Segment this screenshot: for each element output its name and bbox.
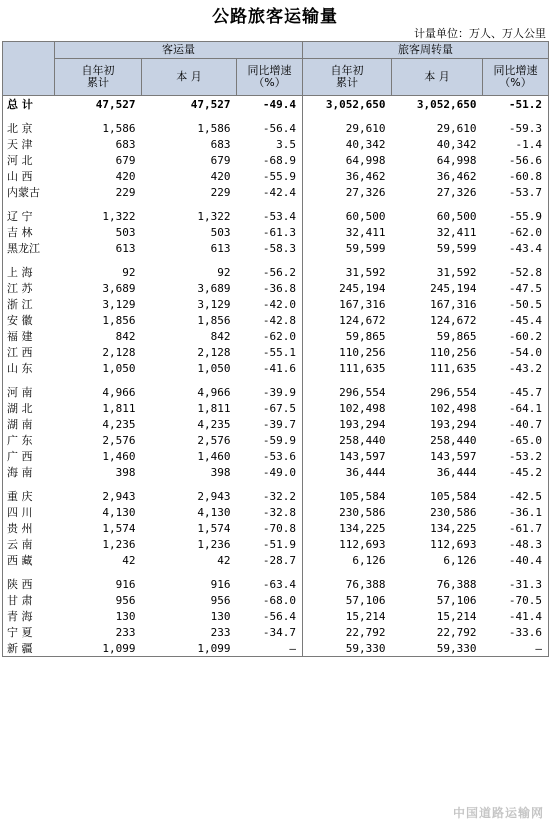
cell-value: 956	[210, 593, 231, 607]
cell-value: -54.0	[483, 344, 549, 360]
table-row	[3, 280, 549, 296]
cell-value: -53.4	[262, 209, 297, 223]
table-row	[3, 264, 549, 280]
cell-value: 193,294	[430, 417, 477, 431]
cell-value: -51.2	[483, 96, 549, 113]
region-name: 江 苏	[3, 280, 55, 296]
region-name: 江 西	[3, 344, 55, 360]
cell-value: 102,498	[430, 401, 477, 415]
cell-value: -36.1	[483, 504, 549, 520]
region-name: 黑龙江	[3, 240, 55, 256]
cell-value: 503	[115, 225, 136, 239]
cell-value: 32,411	[303, 224, 392, 240]
cell-value: -59.9	[262, 433, 297, 447]
cell-value: -41.6	[262, 361, 297, 375]
cell-value: 111,635	[303, 360, 392, 376]
cell-value: 92	[217, 265, 231, 279]
region-name: 总 计	[3, 96, 55, 113]
cell-value: 32,411	[436, 225, 477, 239]
cell-value: -60.2	[483, 328, 549, 344]
table-row	[3, 592, 549, 608]
region-name: 海 南	[3, 464, 55, 480]
col-header-ytd: 自年初 累计	[55, 59, 142, 96]
region-name: 上 海	[3, 264, 55, 280]
table-row	[3, 400, 549, 416]
cell-value: -42.0	[262, 297, 297, 311]
cell-value: 1,460	[102, 449, 136, 463]
region-name: 贵 州	[3, 520, 55, 536]
table-row	[3, 344, 549, 360]
cell-value: 4,966	[197, 385, 231, 399]
cell-value: -62.0	[483, 224, 549, 240]
cell-value: -62.0	[262, 329, 297, 343]
table-row	[3, 520, 549, 536]
cell-value: 47,527	[55, 96, 142, 113]
group-spacer	[3, 256, 549, 264]
cell-value: 59,865	[303, 328, 392, 344]
cell-value: 230,586	[430, 505, 477, 519]
table-row	[3, 416, 549, 432]
cell-value: 59,330	[392, 640, 483, 657]
cell-value: -45.4	[483, 312, 549, 328]
table-row	[3, 448, 549, 464]
cell-value: 1,586	[197, 121, 231, 135]
cell-value: 245,194	[303, 280, 392, 296]
cell-value: 31,592	[436, 265, 477, 279]
cell-value: 2,128	[102, 345, 136, 359]
cell-value: -39.9	[262, 385, 297, 399]
cell-value: 233	[210, 625, 231, 639]
cell-value: -50.5	[483, 296, 549, 312]
region-name: 宁 夏	[3, 624, 55, 640]
cell-value: 3,129	[197, 297, 231, 311]
cell-value: 60,500	[436, 209, 477, 223]
cell-value: -32.2	[262, 489, 297, 503]
table-row	[3, 136, 549, 152]
cell-value: -61.3	[262, 225, 297, 239]
cell-value: -52.8	[483, 264, 549, 280]
cell-value: 1,856	[102, 313, 136, 327]
cell-value: -45.2	[483, 464, 549, 480]
cell-value: 64,998	[436, 153, 477, 167]
cell-value: 40,342	[303, 136, 392, 152]
cell-value: 64,998	[303, 152, 392, 168]
region-name: 北 京	[3, 120, 55, 136]
cell-value: 1,460	[197, 449, 231, 463]
cell-value: -70.8	[262, 521, 297, 535]
region-name: 陕 西	[3, 576, 55, 592]
cell-value: 842	[210, 329, 231, 343]
table-row	[3, 360, 549, 376]
table-row	[3, 464, 549, 480]
group-spacer	[3, 112, 549, 120]
cell-value: 15,214	[436, 609, 477, 623]
group-spacer	[3, 568, 549, 576]
cell-value: 110,256	[430, 345, 477, 359]
cell-value: -61.7	[483, 520, 549, 536]
cell-value: 6,126	[303, 552, 392, 568]
cell-value: -55.9	[262, 169, 297, 183]
region-name: 内蒙古	[3, 184, 55, 200]
cell-value: -33.6	[483, 624, 549, 640]
table-row	[3, 240, 549, 256]
cell-value: 613	[210, 241, 231, 255]
cell-value: 1,236	[102, 537, 136, 551]
cell-value: 956	[115, 593, 136, 607]
cell-value: 230,586	[303, 504, 392, 520]
col-header-yoy: 同比增速 （%）	[483, 59, 549, 96]
cell-value: -56.6	[483, 152, 549, 168]
cell-value: 105,584	[303, 488, 392, 504]
cell-value: 76,388	[303, 576, 392, 592]
cell-value: 420	[210, 169, 231, 183]
region-name: 吉 林	[3, 224, 55, 240]
watermark-logo: 中国道路运输网	[452, 806, 544, 820]
cell-value: -53.2	[483, 448, 549, 464]
cell-value: -55.1	[262, 345, 297, 359]
cell-value: -56.2	[262, 265, 297, 279]
cell-value: 916	[210, 577, 231, 591]
col-header-yoy: 同比增速 （%）	[237, 59, 303, 96]
cell-value: -53.6	[262, 449, 297, 463]
cell-value: 3,052,650	[303, 96, 392, 113]
cell-value: 36,444	[303, 464, 392, 480]
cell-value: -59.3	[483, 120, 549, 136]
cell-value: -42.4	[262, 185, 297, 199]
cell-value: 1,586	[102, 121, 136, 135]
region-name: 云 南	[3, 536, 55, 552]
cell-value: 36,462	[303, 168, 392, 184]
cell-value: 42	[122, 553, 136, 567]
region-name: 辽 宁	[3, 208, 55, 224]
cell-value: 258,440	[430, 433, 477, 447]
cell-value: 2,943	[102, 489, 136, 503]
group-header-passengers: 客运量	[55, 42, 303, 59]
cell-value: -49.0	[262, 465, 297, 479]
cell-value: 1,811	[102, 401, 136, 415]
region-name: 甘 肃	[3, 592, 55, 608]
table-row	[3, 208, 549, 224]
cell-value: 36,444	[436, 465, 477, 479]
cell-value: 1,574	[197, 521, 231, 535]
cell-value: 1,099	[142, 640, 237, 657]
cell-value: 2,576	[197, 433, 231, 447]
cell-value: –	[483, 640, 549, 657]
cell-value: 3,689	[197, 281, 231, 295]
cell-value: 4,966	[102, 385, 136, 399]
cell-value: 143,597	[303, 448, 392, 464]
cell-value: 398	[115, 465, 136, 479]
cell-value: 42	[217, 553, 231, 567]
cell-value: 15,214	[303, 608, 392, 624]
table-row	[3, 168, 549, 184]
cell-value: 3,052,650	[392, 96, 483, 113]
cell-value: 105,584	[430, 489, 477, 503]
cell-value: 229	[115, 185, 136, 199]
cell-value: 47,527	[142, 96, 237, 113]
group-spacer	[3, 200, 549, 208]
cell-value: -68.0	[262, 593, 297, 607]
table-row	[3, 488, 549, 504]
region-name: 青 海	[3, 608, 55, 624]
cell-value: -63.4	[262, 577, 297, 591]
region-name: 福 建	[3, 328, 55, 344]
cell-value: 229	[210, 185, 231, 199]
table-row	[3, 504, 549, 520]
cell-value: 258,440	[303, 432, 392, 448]
cell-value: 60,500	[303, 208, 392, 224]
cell-value: 296,554	[303, 384, 392, 400]
cell-value: -42.8	[262, 313, 297, 327]
cell-value: -34.7	[262, 625, 297, 639]
cell-value: -32.8	[262, 505, 297, 519]
cell-value: 1,322	[102, 209, 136, 223]
cell-value: 916	[115, 577, 136, 591]
cell-value: -68.9	[262, 153, 297, 167]
cell-value: -56.4	[262, 609, 297, 623]
cell-value: 3,689	[102, 281, 136, 295]
table-row	[3, 184, 549, 200]
cell-value: –	[237, 640, 303, 657]
region-name: 重 庆	[3, 488, 55, 504]
table-row	[3, 296, 549, 312]
table-header	[3, 42, 549, 96]
region-header-cell	[3, 42, 55, 96]
region-name: 天 津	[3, 136, 55, 152]
table-row	[3, 312, 549, 328]
group-spacer	[3, 376, 549, 384]
cell-value: 4,130	[102, 505, 136, 519]
region-name: 湖 南	[3, 416, 55, 432]
cell-value: 134,225	[430, 521, 477, 535]
cell-value: 683	[210, 137, 231, 151]
cell-value: -1.4	[483, 136, 549, 152]
table-row	[3, 536, 549, 552]
cell-value: 233	[115, 625, 136, 639]
cell-value: 2,943	[197, 489, 231, 503]
cell-value: 57,106	[436, 593, 477, 607]
cell-value: 27,326	[436, 185, 477, 199]
region-name: 广 东	[3, 432, 55, 448]
cell-value: 111,635	[430, 361, 477, 375]
cell-value: 2,128	[197, 345, 231, 359]
region-name: 安 徽	[3, 312, 55, 328]
cell-value: 110,256	[303, 344, 392, 360]
cell-value: 296,554	[430, 385, 477, 399]
cell-value: -55.9	[483, 208, 549, 224]
cell-value: 22,792	[436, 625, 477, 639]
cell-value: 59,330	[303, 640, 392, 657]
cell-value: 134,225	[303, 520, 392, 536]
cell-value: 27,326	[303, 184, 392, 200]
cell-value: 29,610	[436, 121, 477, 135]
region-name: 西 藏	[3, 552, 55, 568]
cell-value: 503	[210, 225, 231, 239]
cell-value: 245,194	[430, 281, 477, 295]
cell-value: 76,388	[436, 577, 477, 591]
table-body	[3, 96, 549, 657]
table-row	[3, 608, 549, 624]
cell-value: -42.5	[483, 488, 549, 504]
cell-value: 3.5	[276, 137, 297, 151]
cell-value: 3,129	[102, 297, 136, 311]
cell-value: 1,236	[197, 537, 231, 551]
col-header-month: 本 月	[392, 59, 483, 96]
cell-value: 102,498	[303, 400, 392, 416]
unit-note: 计量单位：万人、万人公里	[414, 27, 546, 40]
cell-value: -64.1	[483, 400, 549, 416]
cell-value: -28.7	[262, 553, 297, 567]
cell-value: 124,672	[303, 312, 392, 328]
cell-value: 683	[115, 137, 136, 151]
table-row-total	[3, 96, 549, 113]
col-header-month: 本 月	[142, 59, 237, 96]
cell-value: 57,106	[303, 592, 392, 608]
group-spacer	[3, 480, 549, 488]
cell-value: 31,592	[303, 264, 392, 280]
cell-value: 842	[115, 329, 136, 343]
table-row	[3, 120, 549, 136]
cell-value: -51.9	[262, 537, 297, 551]
region-name: 湖 北	[3, 400, 55, 416]
cell-value: 613	[115, 241, 136, 255]
region-name: 河 北	[3, 152, 55, 168]
cell-value: 59,599	[303, 240, 392, 256]
cell-value: 6,126	[443, 553, 477, 567]
cell-value: -67.5	[262, 401, 297, 415]
cell-value: 1,856	[197, 313, 231, 327]
cell-value: 40,342	[436, 137, 477, 151]
cell-value: 1,811	[197, 401, 231, 415]
cell-value: 1,322	[197, 209, 231, 223]
cell-value: -53.7	[483, 184, 549, 200]
table-row	[3, 552, 549, 568]
cell-value: 130	[115, 609, 136, 623]
region-name: 河 南	[3, 384, 55, 400]
cell-value: 143,597	[430, 449, 477, 463]
cell-value: 1,574	[102, 521, 136, 535]
cell-value: -31.3	[483, 576, 549, 592]
region-name: 广 西	[3, 448, 55, 464]
region-name: 山 西	[3, 168, 55, 184]
group-header-turnover: 旅客周转量	[303, 42, 549, 59]
cell-value: -58.3	[262, 241, 297, 255]
cell-value: 4,235	[102, 417, 136, 431]
cell-value: 193,294	[303, 416, 392, 432]
cell-value: -49.4	[237, 96, 303, 113]
cell-value: 124,672	[430, 313, 477, 327]
cell-value: 679	[115, 153, 136, 167]
region-name: 山 东	[3, 360, 55, 376]
cell-value: 112,693	[430, 537, 477, 551]
page-title: 公路旅客运输量	[212, 7, 338, 27]
table-row	[3, 152, 549, 168]
cell-value: 36,462	[436, 169, 477, 183]
passenger-transport-table	[2, 41, 549, 657]
table-row	[3, 328, 549, 344]
cell-value: -65.0	[483, 432, 549, 448]
cell-value: -40.7	[483, 416, 549, 432]
cell-value: -70.5	[483, 592, 549, 608]
region-name: 浙 江	[3, 296, 55, 312]
cell-value: -48.3	[483, 536, 549, 552]
cell-value: -56.4	[262, 121, 297, 135]
table-row	[3, 224, 549, 240]
cell-value: 167,316	[303, 296, 392, 312]
cell-value: -60.8	[483, 168, 549, 184]
cell-value: 59,865	[436, 329, 477, 343]
cell-value: -45.7	[483, 384, 549, 400]
table-row	[3, 384, 549, 400]
cell-value: 420	[115, 169, 136, 183]
region-name: 四 川	[3, 504, 55, 520]
cell-value: -39.7	[262, 417, 297, 431]
cell-value: 2,576	[102, 433, 136, 447]
col-header-ytd: 自年初 累计	[303, 59, 392, 96]
cell-value: 92	[122, 265, 136, 279]
cell-value: 1,050	[197, 361, 231, 375]
cell-value: 130	[210, 609, 231, 623]
cell-value: 1,099	[55, 640, 142, 657]
cell-value: 59,599	[436, 241, 477, 255]
cell-value: 4,235	[197, 417, 231, 431]
region-name: 新 疆	[3, 640, 55, 657]
cell-value: -43.2	[483, 360, 549, 376]
cell-value: -47.5	[483, 280, 549, 296]
cell-value: -43.4	[483, 240, 549, 256]
table-row	[3, 576, 549, 592]
cell-value: 679	[210, 153, 231, 167]
cell-value: 167,316	[430, 297, 477, 311]
cell-value: -41.4	[483, 608, 549, 624]
cell-value: 112,693	[303, 536, 392, 552]
cell-value: -40.4	[483, 552, 549, 568]
cell-value: 1,050	[102, 361, 136, 375]
cell-value: 22,792	[303, 624, 392, 640]
cell-value: -36.8	[262, 281, 297, 295]
cell-value: 29,610	[303, 120, 392, 136]
table-row	[3, 624, 549, 640]
cell-value: 4,130	[197, 505, 231, 519]
table-row	[3, 432, 549, 448]
cell-value: 398	[210, 465, 231, 479]
table-row	[3, 640, 549, 657]
